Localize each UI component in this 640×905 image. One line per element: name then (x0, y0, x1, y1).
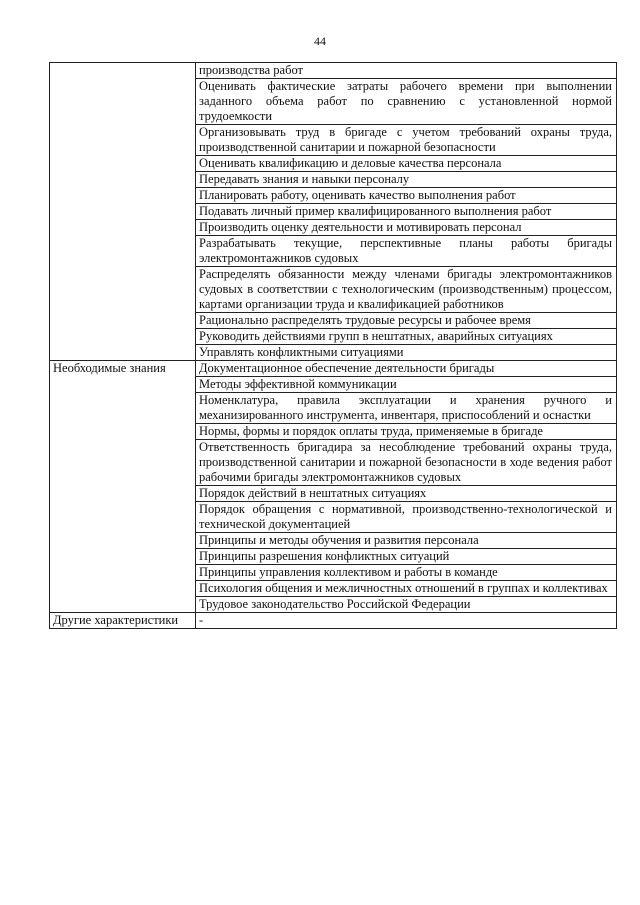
item-description: Методы эффективной коммуникации (196, 377, 617, 393)
item-description: Принципы и методы обучения и развития персонала (196, 533, 617, 549)
item-description: Организовывать труд в бригаде с учетом требований охраны труда, производственной санитарии и пожарной безопасности (196, 125, 617, 156)
item-description: Рационально распределять трудовые ресурсы и рабочее время (196, 313, 617, 329)
item-description: - (196, 613, 617, 629)
table-row (50, 613, 617, 629)
qualification-table (49, 62, 617, 629)
item-description: Оценивать фактические затраты рабочего времени при выполнении заданного объема работ по сравнению с установленной нормой трудоемкости (196, 79, 617, 125)
section-label (50, 63, 196, 361)
table-row (50, 63, 617, 79)
item-description: Производить оценку деятельности и мотивировать персонал (196, 220, 617, 236)
item-description: Трудовое законодательство Российской Федерации (196, 597, 617, 613)
page-number: 44 (314, 34, 326, 48)
item-description: Порядок обращения с нормативной, производственно-технологической и технической документацией (196, 502, 617, 533)
item-description: производства работ (196, 63, 617, 79)
item-description: Подавать личный пример квалифицированного выполнения работ (196, 204, 617, 220)
item-description: Распределять обязанности между членами бригады электромонтажников судовых в соответствии с технологическим (производственным) процессом, картами организации труда и квалификацией работников (196, 267, 617, 313)
item-description: Номенклатура, правила эксплуатации и хранения ручного и механизированного инструмента, инвентаря, приспособлений и оснастки (196, 393, 617, 424)
item-description: Руководить действиями групп в нештатных, аварийных ситуациях (196, 329, 617, 345)
section-label: Необходимые знания (50, 361, 196, 613)
item-description: Передавать знания и навыки персоналу (196, 172, 617, 188)
item-description: Принципы разрешения конфликтных ситуаций (196, 549, 617, 565)
item-description: Разрабатывать текущие, перспективные планы работы бригады электромонтажников судовых (196, 236, 617, 267)
qualification-table-body (50, 63, 617, 629)
item-description: Управлять конфликтными ситуациями (196, 345, 617, 361)
section-label: Другие характеристики (50, 613, 196, 629)
item-description: Документационное обеспечение деятельности бригады (196, 361, 617, 377)
item-description: Нормы, формы и порядок оплаты труда, применяемые в бригаде (196, 424, 617, 440)
item-description: Ответственность бригадира за несоблюдение требований охраны труда, производственной санитарии и пожарной безопасности в ходе ведения работ рабочими бригады электромонтажников судовых (196, 440, 617, 486)
item-description: Планировать работу, оценивать качество выполнения работ (196, 188, 617, 204)
item-description: Принципы управления коллективом и работы в команде (196, 565, 617, 581)
item-description: Порядок действий в нештатных ситуациях (196, 486, 617, 502)
item-description: Оценивать квалификацию и деловые качества персонала (196, 156, 617, 172)
item-description: Психология общения и межличностных отношений в группах и коллективах (196, 581, 617, 597)
table-row (50, 361, 617, 377)
